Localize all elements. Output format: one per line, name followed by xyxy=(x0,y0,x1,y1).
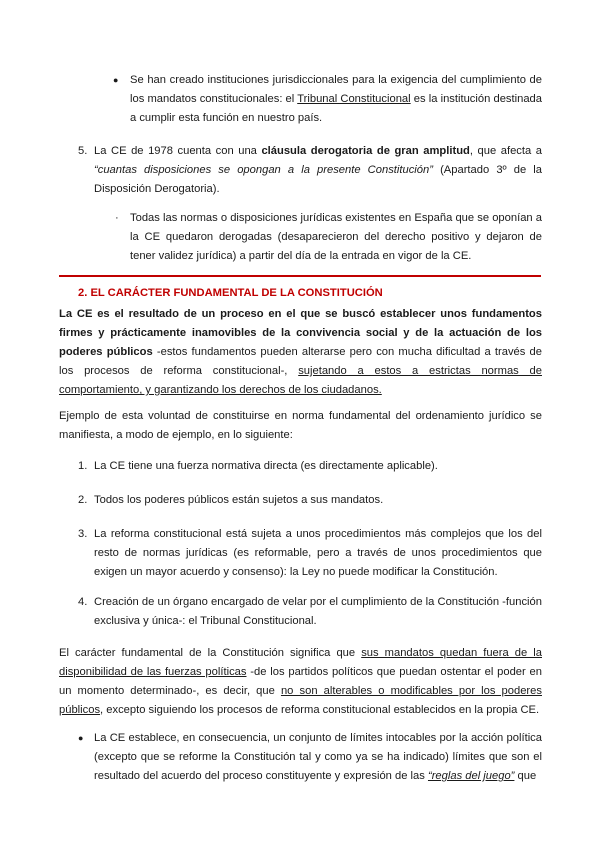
list-number: 1. xyxy=(78,460,88,472)
item5-text-mid: , que afecta a xyxy=(469,145,542,157)
item5-text-after: (Apartado 3º de la Disposición Derogatoria). xyxy=(94,164,542,195)
section-heading: 2. EL CARÁCTER FUNDAMENTAL DE LA CONSTITUCIÓN xyxy=(78,287,383,299)
list-number: 4. xyxy=(78,596,88,608)
list-item: Todos los poderes públicos están sujetos a sus mandatos. xyxy=(94,494,384,506)
fundamental-paragraph xyxy=(59,644,542,720)
bottom-bullet-text: La CE establece, en consecuencia, un conjunto de límites intocables por la acción política (excepto que se reforme la Constitución tal y como ya se ha indicado) límites que son el resultado del acuerdo del proceso constituyente y expresión de las xyxy=(94,732,542,782)
reglas-del-juego: “reglas del juego” xyxy=(427,770,515,782)
list-item: La reforma constitucional está sujeta a unos procedimientos más complejos que los del resto de normas jurídicas (es reformable, pero a través de unos procedimientos que exigen un mayor acuerdo y consenso): la Ley no puede modificar la Constitución. xyxy=(94,528,542,578)
intro-text: -estos fundamentos pueden alterarse pero con mucha dificultad a través de los procesos de reforma constitucional-, xyxy=(59,346,542,377)
intro-underline: sujetando a estos a estrictas normas de comportamiento, y garantizando los derechos de los ciudadanos. xyxy=(59,365,542,396)
item5-italic-quote: “cuantas disposiciones se opongan a la presente Constitución” xyxy=(94,164,433,176)
intro-paragraph xyxy=(59,305,542,400)
list-item: Creación de un órgano encargado de velar por el cumplimiento de la Constitución -función exclusiva y única-: el Tribunal Constitucional. xyxy=(94,596,542,627)
section-divider xyxy=(59,275,541,277)
example-paragraph: Ejemplo de esta voluntad de constituirse en norma fundamental del ordenamiento jurídico se manifiesta, a modo de ejemplo, en lo siguiente: xyxy=(59,410,542,441)
sub-bullet-marker: · xyxy=(115,212,119,224)
item5-sub-paragraph: Todas las normas o disposiciones jurídicas existentes en España que se oponían a la CE quedaron derogadas (desaparecieron del derecho positivo y dejaron de tener validez jurídica) a partir del día de la entrada en vigor de la CE. xyxy=(130,212,542,262)
fundamental-underline: sus mandatos quedan fuera de la disponibilidad de las fuerzas políticas xyxy=(59,647,542,678)
top-bullet-text-after: es la institución destinada a cumplir esta función en nuestro país. xyxy=(130,93,542,124)
item5-text: La CE de 1978 cuenta con una xyxy=(94,145,262,157)
list-number: 3. xyxy=(78,528,88,540)
bottom-bullet-text-after: que xyxy=(514,770,537,782)
list-item: La CE tiene una fuerza normativa directa (es directamente aplicable). xyxy=(94,460,438,472)
list-number: 5. xyxy=(78,145,88,157)
fundamental-text-2: -de los partidos políticos que puedan ostentar el poder en un momento determinado-, es decir, que xyxy=(59,666,542,697)
top-bullet-text: Se han creado instituciones jurisdiccionales para la exigencia del cumplimiento de los mandatos constitucionales: el xyxy=(130,74,542,105)
item5-bold: cláusula derogatoria de gran amplitud xyxy=(261,145,470,157)
list-number: 2. xyxy=(78,494,88,506)
bottom-bullet-paragraph xyxy=(94,729,542,786)
tribunal-constitucional-link: Tribunal Constitucional xyxy=(297,93,411,105)
fundamental-text: El carácter fundamental de la Constitución significa que xyxy=(59,647,362,659)
top-bullet-paragraph xyxy=(130,71,542,128)
fundamental-text-3: , excepto siguiendo los procesos de reforma constitucional establecidos en la propia CE. xyxy=(100,704,540,716)
item5-paragraph xyxy=(94,142,542,199)
fundamental-underline-2: no son alterables o modificables por los poderes públicos xyxy=(59,685,542,716)
bullet-icon: ● xyxy=(78,733,84,743)
bullet-icon: ● xyxy=(113,75,119,85)
intro-bold: La CE es el resultado de un proceso en el que se buscó establecer unos fundamentos firmes y prácticamente inamovibles de la convivencia social y de la actuación de los poderes públicos xyxy=(59,308,542,358)
